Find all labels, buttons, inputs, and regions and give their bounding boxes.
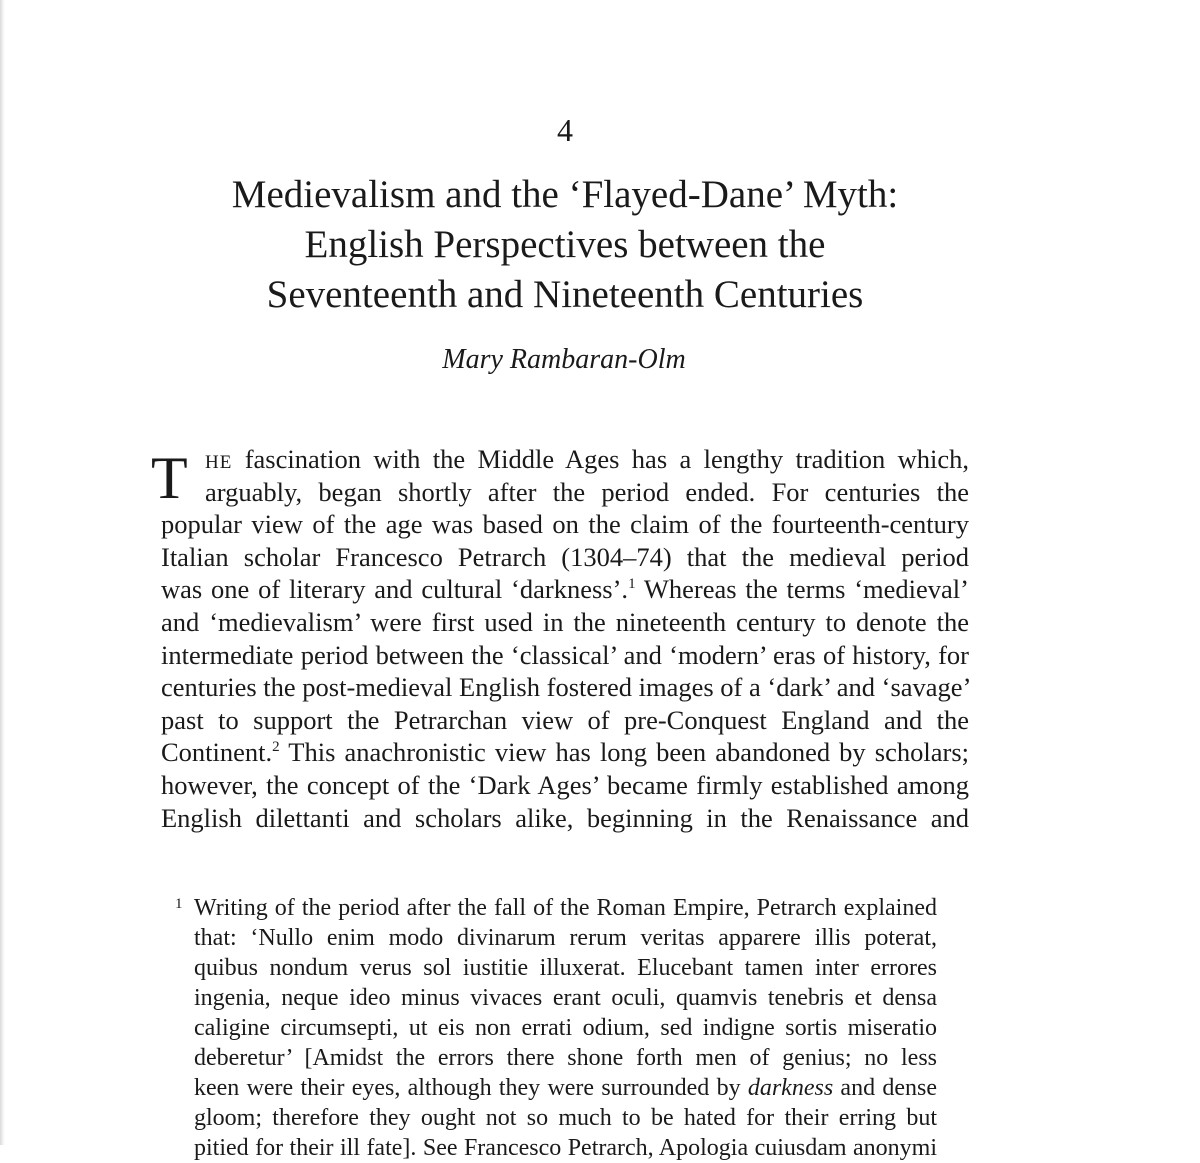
body-line: English dilettanti and scholars alike, beginning in the Renaissance and bbox=[161, 802, 969, 833]
chapter-title-line: Seventeenth and Nineteenth Centuries bbox=[266, 273, 864, 316]
body-line: arguably, began shortly after the period ended. For centuries the bbox=[205, 476, 969, 507]
chapter-number: 4 bbox=[557, 112, 573, 148]
body-paragraph bbox=[161, 443, 972, 834]
footnote-reference[interactable]: 2 bbox=[272, 739, 280, 756]
chapter-author: Mary Rambaran-Olm bbox=[442, 344, 686, 375]
body-line: however, the concept of the ‘Dark Ages’ became firmly established among bbox=[161, 769, 969, 800]
body-line: centuries the post-medieval English fostered images of a ‘dark’ and ‘savage’ bbox=[161, 672, 972, 703]
body-line: Italian scholar Francesco Petrarch (1304–74) that the medieval period bbox=[161, 541, 969, 572]
body-line: intermediate period between the ‘classical’ and ‘modern’ eras of history, for bbox=[161, 639, 969, 670]
footnote-line: keen were their eyes, although they were surrounded by darkness and dense bbox=[194, 1075, 937, 1101]
italic-text: darkness bbox=[747, 1075, 834, 1101]
footnote-line: deberetur’ [Amidst the errors there shone forth men of genius; no less bbox=[194, 1045, 937, 1071]
chapter-title-line: Medievalism and the ‘Flayed-Dane’ Myth: bbox=[231, 173, 899, 216]
footnote-line: that: ‘Nullo enim modo divinarum rerum veritas apparere illis poterat, bbox=[194, 925, 937, 951]
footnote-line: gloom; therefore they ought not so much to be hated for their erring but bbox=[194, 1105, 937, 1131]
body-line: was one of literary and cultural ‘darkness’.$^1$ Whereas the terms ‘medieval’ bbox=[161, 574, 969, 605]
body-line: Continent.$^2$ This anachronistic view has long been abandoned by scholars; bbox=[161, 737, 969, 768]
footnote-text bbox=[194, 893, 937, 1161]
footnote-line-cut-off: pitied for their ill fate]. See Francesco Petrarch, Apologia cuiusdam anonymi bbox=[194, 1135, 937, 1161]
page-shadow-edge bbox=[0, 0, 5, 1145]
chapter-title-line: English Perspectives between the bbox=[304, 223, 826, 266]
body-line: and ‘medievalism’ were first used in the nineteenth century to denote the bbox=[161, 606, 969, 637]
footnote bbox=[175, 893, 937, 1161]
footnote-line: quibus nondum verus sol iustitie illuxerat. Elucebant tamen inter errores bbox=[194, 955, 937, 981]
footnote-line: caligine circumsepti, ut eis non errati odium, sed indigne sortis miseratio bbox=[194, 1015, 937, 1041]
footnote-reference[interactable]: 1 bbox=[628, 576, 636, 593]
body-line: past to support the Petrarchan view of pre-Conquest England and the bbox=[161, 704, 969, 735]
drop-cap: T bbox=[151, 445, 188, 511]
footnote-line: ingenia, neque ideo minus vivaces erant oculi, quamvis tenebris et densa bbox=[194, 985, 937, 1011]
chapter-title bbox=[130, 170, 1000, 320]
body-line: popular view of the age was based on the claim of the fourteenth-century bbox=[161, 509, 969, 540]
footnote-marker: 1 bbox=[175, 896, 183, 912]
footnote-line: Writing of the period after the fall of the Roman Empire, Petrarch explained bbox=[194, 895, 937, 921]
body-line: he fascination with the Middle Ages has a lengthy tradition which, bbox=[205, 444, 969, 474]
small-caps-text: he bbox=[205, 444, 233, 474]
